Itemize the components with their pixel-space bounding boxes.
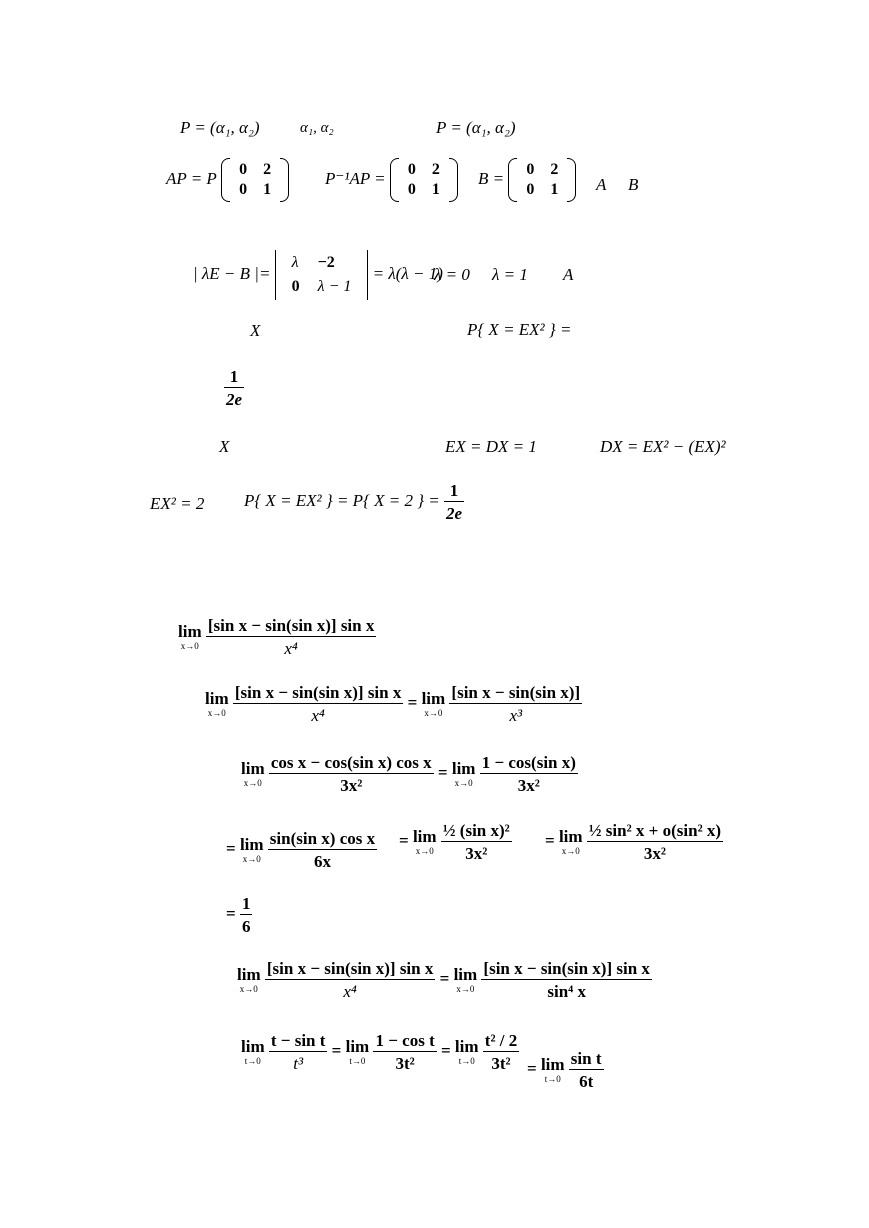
limit-step-4: lim x→0 $\frac{\text{[sin x − sin(sin x)] sin x}}{\text{x⁴}}$ = lim x→0 $\frac{\text{[sin x − sin(sin x)] sin x}}{\text{sin⁴ x}}$ xyxy=(237,959,650,1001)
p-definition: P = (α₁, α₂) xyxy=(180,118,260,137)
answer-fraction: $\frac{1}{2e}$ xyxy=(226,367,243,409)
eigenvalue-zero: λ = 0 xyxy=(434,265,470,284)
limit-step-5b: = lim t→0 $\frac{\text{sin t}}{6t}$ xyxy=(527,1049,602,1091)
limit-step-3c: = lim x→0 $\frac{\text{½ sin² x + o(sin² x)}}{\text{3x²}}$ xyxy=(545,821,722,863)
probability-expression: P{ X = EX² } = xyxy=(467,320,572,339)
limit-step-5: lim t→0 $\frac{\text{t − sin t}}{\text{t³}}$ = lim t→0 $\frac{\text{1 − cos t}}{\text{3t²}}$ = lim t→0 $\frac{\text{t² / 2}}{\text{3t²}}$ xyxy=(241,1031,518,1073)
expectation-variance-equation: EX = DX = 1 xyxy=(445,437,537,456)
probability-result: P{ X = EX² } = P{ X = 2 } = $\frac{1}{2e}$ xyxy=(244,481,463,523)
matrix-a-label: A xyxy=(596,175,607,194)
ap-equation: AP = P 0 2 0 1 xyxy=(166,160,289,200)
char-polynomial: | λE − B |= λ −2 0 λ − 1 = λ(λ − 1) xyxy=(193,250,443,300)
second-moment: EX² = 2 xyxy=(150,494,205,513)
limit-step-3a: = lim x→0 $\frac{\text{sin(sin x) cos x}}{6x}$ xyxy=(226,829,376,871)
determinant: λ −2 0 λ − 1 xyxy=(275,250,369,300)
matrix-b-label: B xyxy=(628,175,639,194)
limit-step-1: lim x→0 $\frac{\text{[sin x − sin(sin x)] sin x}}{\text{x⁴}}$ = lim x→0 $\frac{\text{[sin x − sin(sin x)]}}{\text{x³}}$ xyxy=(205,683,581,725)
similarity-equation: P⁻¹AP = 0 2 0 1 xyxy=(325,160,458,200)
limit-problem: lim x→0 $\frac{\text{[sin x − sin(sin x)] sin x}}{\text{x⁴}}$ xyxy=(178,616,375,658)
matrix-pinv: 0 2 0 1 xyxy=(390,160,458,200)
matrix-a-label-2: A xyxy=(563,265,574,284)
limit-step-3b: = lim x→0 $\frac{\text{½ (sin x)²}}{\text{3x²}}$ xyxy=(399,821,510,863)
b-definition: B = 0 2 0 1 xyxy=(478,160,576,200)
matrix-b: 0 2 0 1 xyxy=(508,160,576,200)
p-definition-repeat: P = (α₁, α₂) xyxy=(436,118,516,137)
alpha-pair: α₁, α₂ xyxy=(300,120,334,136)
random-variable-x-2: X xyxy=(219,437,230,456)
limit-step-2: lim x→0 $\frac{\text{cos x − cos(sin x) cos x}}{\text{3x²}}$ = lim x→0 $\frac{\text{1 − cos(sin x)}}{\text{3x²}}$ xyxy=(241,753,576,795)
matrix-ap: 0 2 0 1 xyxy=(221,160,289,200)
eigenvalue-one: λ = 1 xyxy=(492,265,528,284)
variance-formula: DX = EX² − (EX)² xyxy=(600,437,726,456)
limit-result: = $\frac{1}{6}$ xyxy=(226,894,251,936)
random-variable-x: X xyxy=(250,321,261,340)
